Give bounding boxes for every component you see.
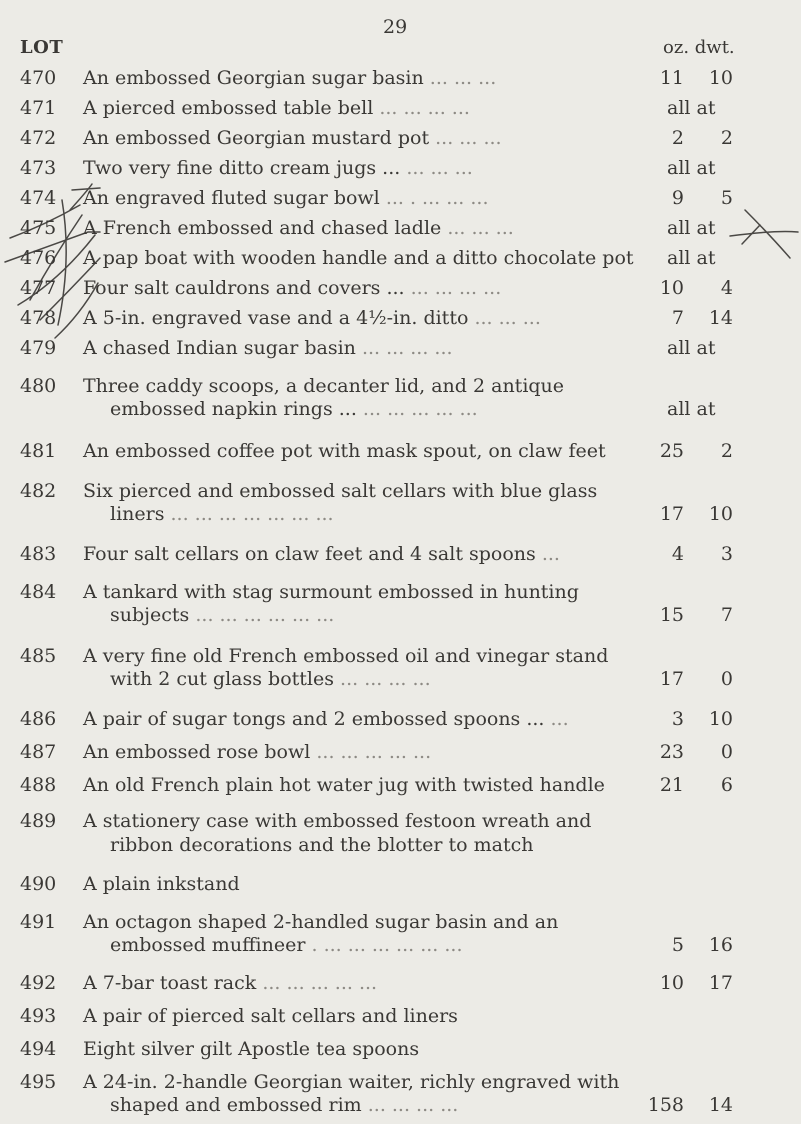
weight-all-at: all at (667, 97, 716, 119)
lot-description-continued: with 2 cut glass bottles ... ... ... ... (110, 668, 431, 690)
weight-dwt: 0 (720, 741, 733, 763)
lot-description: A plain inkstand (83, 873, 240, 895)
lot-description: An engraved fluted sugar bowl ... . ... ... ... (83, 187, 489, 209)
column-header-lot: LOT (20, 37, 64, 58)
lot-number: 476 (20, 247, 57, 269)
weight-dwt: 10 (708, 503, 733, 525)
lot-number: 495 (20, 1071, 57, 1093)
lot-description-continued: subjects ... ... ... ... ... ... (110, 604, 335, 626)
lot-description: Six pierced and embossed salt cellars with blue glass (83, 480, 598, 502)
lot-number: 471 (20, 97, 57, 119)
lot-number: 483 (20, 543, 57, 565)
weight-all-at: all at (667, 157, 716, 179)
lot-number: 491 (20, 911, 57, 933)
lot-number: 477 (20, 277, 57, 299)
lot-number: 489 (20, 810, 57, 832)
weight-dwt: 5 (720, 187, 733, 209)
weight-dwt: 17 (708, 972, 733, 994)
weight-all-at: all at (667, 337, 716, 359)
lot-description: An old French plain hot water jug with twisted handle (83, 774, 605, 796)
lot-description: An embossed Georgian sugar basin ... ... ... (83, 67, 497, 89)
lot-description: A tankard with stag surmount embossed in hunting (83, 581, 579, 603)
lot-number: 487 (20, 741, 57, 763)
lot-description: An octagon shaped 2-handled sugar basin and an (83, 911, 559, 933)
weight-oz: 9 (671, 187, 684, 209)
weight-dwt: 0 (720, 668, 733, 690)
lot-number: 472 (20, 127, 57, 149)
lot-description: A pair of sugar tongs and 2 embossed spoons ... ... (83, 708, 569, 730)
weight-dwt: 10 (708, 67, 733, 89)
lot-description: Three caddy scoops, a decanter lid, and 2 antique (83, 375, 565, 397)
lot-number: 484 (20, 581, 57, 603)
weight-oz: 3 (671, 708, 684, 730)
weight-oz: 15 (659, 604, 684, 626)
weight-oz: 23 (659, 741, 684, 763)
lot-description: A French embossed and chased ladle ... ... ... (83, 217, 514, 239)
weight-dwt: 16 (708, 934, 733, 956)
lot-description: Two very fine ditto cream jugs ... ... ... ... (83, 157, 473, 179)
weight-oz: 7 (671, 307, 684, 329)
weight-dwt: 2 (720, 440, 733, 462)
page-number: 29 (383, 16, 408, 38)
lot-description: An embossed rose bowl ... ... ... ... ... (83, 741, 432, 763)
weight-dwt: 4 (720, 277, 733, 299)
lot-description-continued: shaped and embossed rim ... ... ... ... (110, 1094, 459, 1116)
weight-oz: 4 (671, 543, 684, 565)
lot-description: A stationery case with embossed festoon wreath and (83, 810, 592, 832)
weight-oz: 17 (659, 503, 684, 525)
lot-number: 485 (20, 645, 57, 667)
weight-dwt: 14 (708, 307, 733, 329)
lot-description-continued: embossed muffineer . ... ... ... ... ... ... (110, 934, 463, 956)
lot-number: 475 (20, 217, 57, 239)
lot-number: 481 (20, 440, 57, 462)
lot-number: 488 (20, 774, 57, 796)
weight-dwt: 7 (720, 604, 733, 626)
lot-description: Four salt cellars on claw feet and 4 salt spoons ... (83, 543, 560, 565)
lot-number: 494 (20, 1038, 57, 1060)
lot-number: 486 (20, 708, 57, 730)
lot-description: A pierced embossed table bell ... ... ... ... (83, 97, 470, 119)
lot-description-continued: ribbon decorations and the blotter to match (110, 834, 534, 856)
lot-description: A chased Indian sugar basin ... ... ... ... (83, 337, 453, 359)
lot-number: 479 (20, 337, 57, 359)
lot-number: 480 (20, 375, 57, 397)
weight-oz: 10 (659, 277, 684, 299)
lot-description: Eight silver gilt Apostle tea spoons (83, 1038, 420, 1060)
weight-all-at: all at (667, 217, 716, 239)
column-header-weight: oz. dwt. (663, 37, 735, 58)
weight-dwt: 14 (708, 1094, 733, 1116)
lot-number: 492 (20, 972, 57, 994)
lot-number: 493 (20, 1005, 57, 1027)
lot-description: A 24-in. 2-handle Georgian waiter, richly engraved with (83, 1071, 620, 1093)
lot-number: 473 (20, 157, 57, 179)
weight-oz: 17 (659, 668, 684, 690)
lot-number: 490 (20, 873, 57, 895)
weight-dwt: 6 (720, 774, 733, 796)
lot-description: An embossed coffee pot with mask spout, on claw feet (83, 440, 606, 462)
lot-description: A pair of pierced salt cellars and liners (83, 1005, 458, 1027)
weight-dwt: 3 (720, 543, 733, 565)
weight-oz: 2 (671, 127, 684, 149)
lot-description: A pap boat with wooden handle and a ditto chocolate pot (83, 247, 634, 269)
weight-oz: 25 (659, 440, 684, 462)
weight-all-at: all at (667, 247, 716, 269)
weight-all-at: all at (667, 398, 716, 420)
lot-description-continued: liners ... ... ... ... ... ... ... (110, 503, 334, 525)
lot-description: A very fine old French embossed oil and vinegar stand (83, 645, 609, 667)
lot-description: A 5-in. engraved vase and a 4½-in. ditto ... ... ... (83, 307, 541, 329)
lot-description-continued: embossed napkin rings ... ... ... ... ... ... (110, 398, 478, 420)
weight-oz: 5 (671, 934, 684, 956)
lot-description: A 7-bar toast rack ... ... ... ... ... (83, 972, 378, 994)
lot-description: Four salt cauldrons and covers ... ... ... ... ... (83, 277, 502, 299)
weight-oz: 21 (659, 774, 684, 796)
lot-number: 470 (20, 67, 57, 89)
lot-number: 474 (20, 187, 57, 209)
weight-oz: 11 (659, 67, 684, 89)
weight-oz: 10 (659, 972, 684, 994)
lot-description: An embossed Georgian mustard pot ... ... ... (83, 127, 502, 149)
weight-dwt: 10 (708, 708, 733, 730)
weight-dwt: 2 (720, 127, 733, 149)
lot-number: 478 (20, 307, 57, 329)
weight-oz: 158 (647, 1094, 684, 1116)
lot-number: 482 (20, 480, 57, 502)
